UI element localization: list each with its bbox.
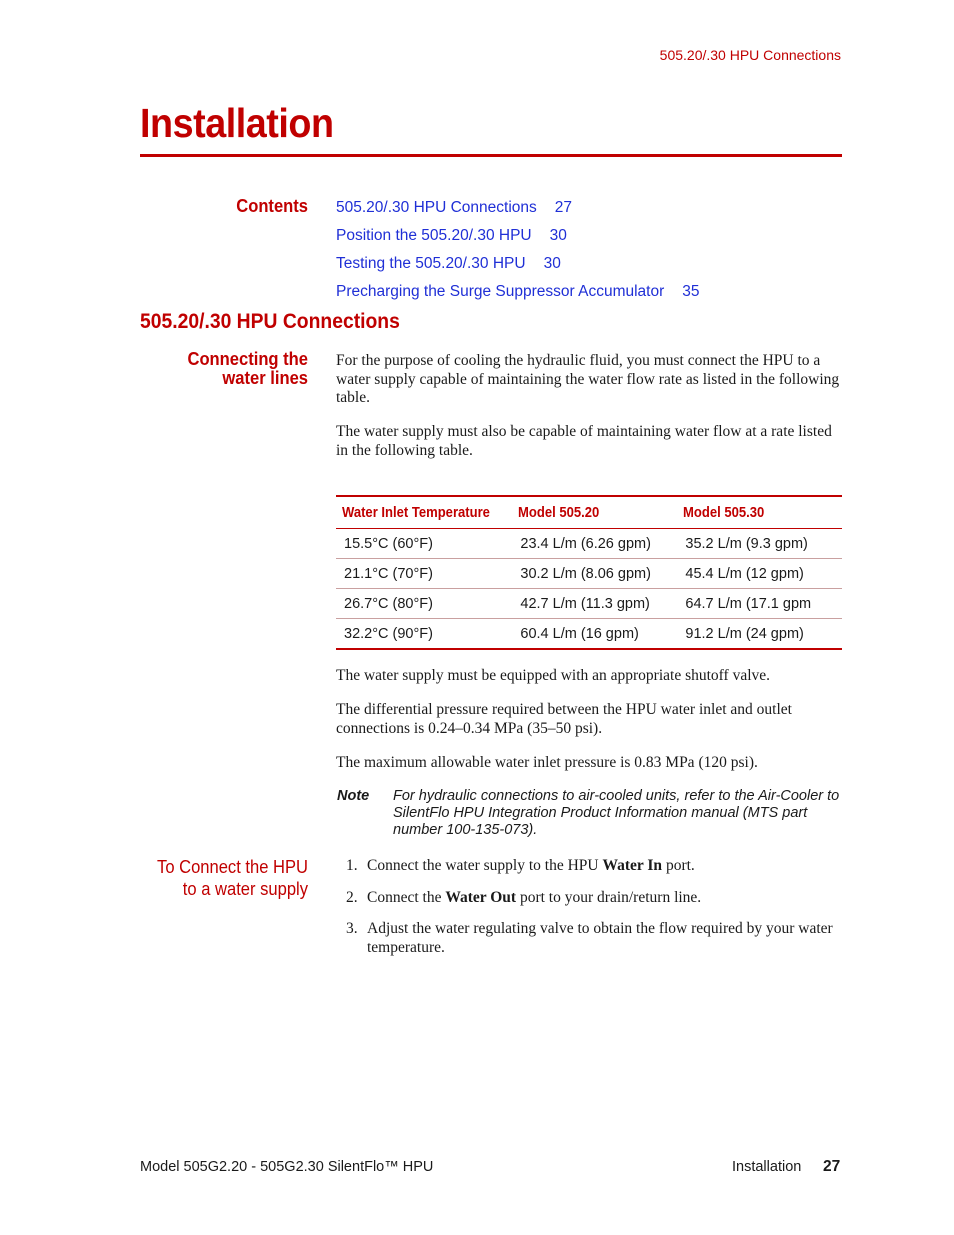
page-title: Installation [140,100,334,146]
table-cell: 35.2 L/m (9.3 gpm) [677,529,842,559]
toc-link[interactable]: Testing the 505.20/.30 HPU [336,255,526,272]
table-cell: 23.4 L/m (6.26 gpm) [512,529,677,559]
column-header: Model 505.20 [512,496,677,529]
table-cell: 60.4 L/m (16 gpm) [512,619,677,650]
footer-section: Installation [732,1159,802,1175]
toc-page-link[interactable]: 30 [543,255,561,272]
table-row [336,619,842,650]
port-name: Water Out [445,889,517,906]
toc-page-link[interactable]: 27 [554,199,573,216]
footer-model: Model 505G2.20 - 505G2.30 SilentFlo™ HPU [140,1159,434,1175]
table-cell: 26.7°C (80°F) [336,589,512,619]
toc-link[interactable]: Position the 505.20/.30 HPU [336,227,532,244]
table-cell: 21.1°C (70°F) [336,559,512,589]
step-text: Connect the water supply to the HPU Water In port. [367,857,695,874]
page-number: 27 [823,1158,841,1175]
table-row [336,559,842,589]
toc-link[interactable]: 505.20/.30 HPU Connections [336,199,537,216]
table-cell: 30.2 L/m (8.06 gpm) [512,559,677,589]
table-row [336,589,842,619]
port-name: Water In [602,857,663,874]
table-header-row [336,496,842,529]
note-label: Note [337,788,370,804]
toc-item[interactable] [336,254,700,282]
body-paragraph-3: The water supply must be equipped with an appropriate shutoff valve. [336,667,771,684]
body-paragraph-2: The water supply must also be capable of maintaining water flow at a rate listed in the following table. [336,423,832,459]
step-number: 2. [346,889,358,906]
toc-item[interactable] [336,226,700,254]
section-title: 505.20/.30 HPU Connections [140,310,400,333]
step-number: 1. [346,857,358,874]
toc-page-link[interactable]: 35 [682,283,700,300]
step-text: Connect the Water Out port to your drain/return line. [367,889,702,906]
body-paragraph-5: The maximum allowable water inlet pressure is 0.83 MPa (120 psi). [336,754,758,771]
step-text: Adjust the water regulating valve to obtain the flow required by your water temperature. [367,920,833,956]
table-cell: 42.7 L/m (11.3 gpm) [512,589,677,619]
table-cell: 15.5°C (60°F) [336,529,512,559]
table-row [336,529,842,559]
flow-rate-table [336,495,842,650]
toc-item[interactable] [336,282,700,310]
step-number: 3. [346,920,358,937]
title-rule [140,154,842,157]
column-header: Model 505.30 [677,496,842,529]
contents-heading: Contents [236,196,308,216]
table-cell: 45.4 L/m (12 gpm) [677,559,842,589]
running-head: 505.20/.30 HPU Connections [659,47,841,63]
subsection-heading: Connecting the water lines [187,349,308,388]
toc-item[interactable] [336,198,700,226]
table-cell: 64.7 L/m (17.1 gpm [677,589,842,619]
toc-link[interactable]: Precharging the Surge Suppressor Accumulator [336,283,665,300]
toc-page-link[interactable]: 30 [549,227,567,244]
body-paragraph-1: For the purpose of cooling the hydraulic fluid, you must connect the HPU to a water supply capable of maintaining the water flow rate as listed in the following table. [336,352,840,406]
note-text: For hydraulic connections to air-cooled units, refer to the Air-Cooler to SilentFlo HPU Integration Product Information manual (MTS part number 100-135-073). [393,788,840,838]
body-paragraph-4: The differential pressure required between the HPU water inlet and outlet connections is 0.24–0.34 MPa (35–50 psi). [336,701,792,737]
column-header: Water Inlet Temperature [336,496,512,529]
table-cell: 91.2 L/m (24 gpm) [677,619,842,650]
table-of-contents [336,198,700,310]
procedure-heading: To Connect the HPU to a water supply [157,857,308,899]
table-cell: 32.2°C (90°F) [336,619,512,650]
